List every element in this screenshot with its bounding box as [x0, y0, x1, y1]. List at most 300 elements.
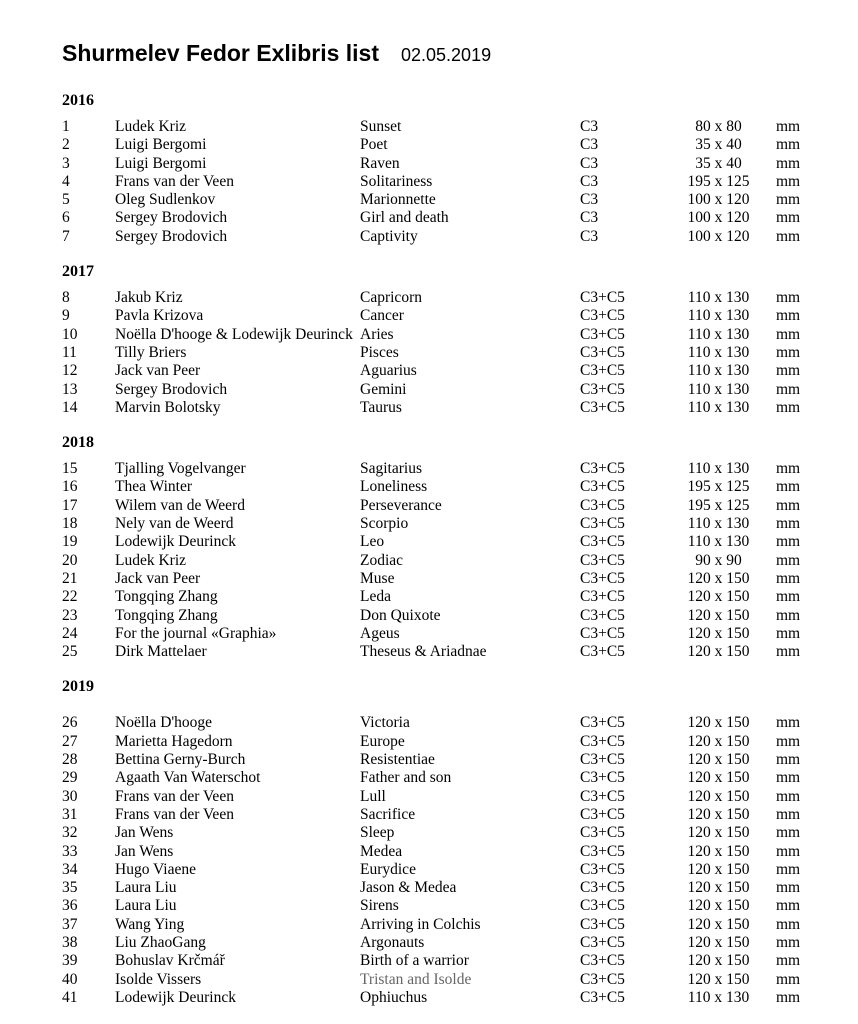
unit-label: mm — [776, 209, 801, 227]
artwork-title: Father and son — [360, 769, 452, 787]
author-name: Nely van de Weerd — [115, 515, 234, 533]
artwork-title: Argonauts — [360, 933, 425, 951]
technique-code: C3+C5 — [580, 551, 625, 569]
dimensions: 90 x 90 — [695, 551, 742, 569]
unit-label: mm — [776, 478, 801, 496]
dimensions: 110 x 130 — [687, 460, 750, 478]
artwork-title: Captivity — [360, 227, 418, 245]
unit-label: mm — [776, 118, 801, 135]
year-heading: 2019 — [62, 678, 94, 696]
unit-label: mm — [776, 227, 801, 245]
author-name: Liu ZhaoGang — [115, 933, 206, 951]
artwork-title: Ageus — [360, 624, 400, 642]
table-row — [62, 307, 858, 325]
author-name: Isolde Vissers — [115, 970, 202, 988]
dimensions: 110 x 130 — [687, 325, 750, 343]
table-row — [62, 916, 858, 934]
table-row — [62, 155, 858, 173]
row-number: 25 — [62, 643, 78, 661]
document-date: 02.05.2019 — [401, 45, 492, 65]
dimensions: 120 x 150 — [687, 751, 750, 769]
author-name: Jakub Kriz — [115, 289, 183, 307]
unit-label: mm — [776, 362, 801, 380]
row-number: 35 — [62, 879, 78, 897]
year-section — [62, 678, 858, 1007]
artwork-title: Lull — [360, 787, 386, 805]
artwork-title: Tristan and Isolde — [360, 970, 472, 988]
unit-label: mm — [776, 624, 801, 642]
artwork-title: Sirens — [360, 897, 399, 915]
unit-label: mm — [776, 307, 801, 325]
author-name: Bettina Gerny-Burch — [115, 751, 246, 769]
dimensions: 110 x 130 — [687, 289, 750, 307]
author-name: Laura Liu — [115, 879, 177, 897]
author-name: Sergey Brodovich — [115, 227, 228, 245]
table-row — [62, 824, 858, 842]
technique-code: C3+C5 — [580, 380, 625, 398]
author-name: Frans van der Veen — [115, 172, 234, 190]
technique-code: C3 — [580, 154, 599, 172]
unit-label: mm — [776, 172, 801, 190]
artwork-title: Resistentiae — [360, 751, 435, 769]
dimensions: 120 x 150 — [687, 915, 750, 933]
artwork-title: Loneliness — [360, 478, 428, 496]
table-row — [62, 460, 858, 478]
author-name: Agaath Van Waterschot — [115, 769, 261, 787]
dimensions: 35 x 40 — [695, 136, 742, 154]
author-name: Ludek Kriz — [115, 118, 187, 135]
technique-code: C3+C5 — [580, 515, 625, 533]
table-row — [62, 952, 858, 970]
artwork-title: Sunset — [360, 118, 402, 135]
row-number: 38 — [62, 933, 78, 951]
row-number: 28 — [62, 751, 78, 769]
row-number: 2 — [62, 136, 70, 154]
author-name: Wang Ying — [115, 915, 185, 933]
author-name: Oleg Sudlenkov — [115, 191, 216, 209]
author-name: Frans van der Veen — [115, 787, 234, 805]
unit-label: mm — [776, 154, 801, 172]
artwork-title: Muse — [360, 569, 395, 587]
dimensions: 110 x 130 — [687, 398, 750, 416]
unit-label: mm — [776, 915, 801, 933]
artwork-title: Gemini — [360, 380, 407, 398]
row-number: 21 — [62, 569, 78, 587]
unit-label: mm — [776, 515, 801, 533]
section-rows — [62, 460, 858, 661]
row-number: 14 — [62, 398, 78, 416]
artwork-title: Poet — [360, 136, 388, 154]
table-row — [62, 643, 858, 661]
dimensions: 120 x 150 — [687, 897, 750, 915]
author-name: Tongqing Zhang — [115, 588, 218, 606]
table-row — [62, 118, 858, 136]
technique-code: C3+C5 — [580, 824, 625, 842]
artwork-title: Solitariness — [360, 172, 433, 190]
unit-label: mm — [776, 751, 801, 769]
technique-code: C3+C5 — [580, 732, 625, 750]
technique-code: C3+C5 — [580, 787, 625, 805]
technique-code: C3+C5 — [580, 289, 625, 307]
technique-code: C3+C5 — [580, 496, 625, 514]
artwork-title: Pisces — [360, 343, 399, 361]
row-number: 9 — [62, 307, 70, 325]
author-name: Noëlla D'hooge & Lodewijk Deurinck — [115, 325, 353, 343]
author-name: Thea Winter — [115, 478, 192, 496]
unit-label: mm — [776, 860, 801, 878]
dimensions: 120 x 150 — [687, 769, 750, 787]
section-rows — [62, 118, 858, 246]
technique-code: C3+C5 — [580, 325, 625, 343]
row-number: 20 — [62, 551, 78, 569]
unit-label: mm — [776, 897, 801, 915]
dimensions: 110 x 130 — [687, 362, 750, 380]
technique-code: C3+C5 — [580, 860, 625, 878]
dimensions: 120 x 150 — [687, 787, 750, 805]
row-number: 31 — [62, 805, 78, 823]
unit-label: mm — [776, 343, 801, 361]
unit-label: mm — [776, 970, 801, 988]
technique-code: C3+C5 — [580, 988, 625, 1006]
artwork-title: Sagitarius — [360, 460, 422, 478]
table-row — [62, 515, 858, 533]
table-row — [62, 533, 858, 551]
author-name: Sergey Brodovich — [115, 380, 228, 398]
year-section — [62, 434, 858, 661]
table-row — [62, 191, 858, 209]
year-heading: 2018 — [62, 434, 94, 452]
row-number: 32 — [62, 824, 78, 842]
artwork-title: Raven — [360, 154, 400, 172]
section-rows — [62, 714, 858, 1007]
table-row — [62, 588, 858, 606]
table-row — [62, 381, 858, 399]
dimensions: 120 x 150 — [687, 860, 750, 878]
unit-label: mm — [776, 714, 801, 732]
row-number: 4 — [62, 172, 70, 190]
artwork-title: Theseus & Ariadnae — [360, 643, 487, 661]
unit-label: mm — [776, 380, 801, 398]
technique-code: C3 — [580, 118, 599, 135]
row-number: 33 — [62, 842, 78, 860]
unit-label: mm — [776, 805, 801, 823]
unit-label: mm — [776, 588, 801, 606]
row-number: 7 — [62, 227, 70, 245]
dimensions: 120 x 150 — [687, 588, 750, 606]
unit-label: mm — [776, 569, 801, 587]
technique-code: C3+C5 — [580, 952, 625, 970]
author-name: Luigi Bergomi — [115, 154, 207, 172]
row-number: 10 — [62, 325, 78, 343]
row-number: 37 — [62, 915, 78, 933]
table-row — [62, 733, 858, 751]
dimensions: 120 x 150 — [687, 732, 750, 750]
table-row — [62, 897, 858, 915]
document-header — [62, 40, 858, 66]
table-row — [62, 714, 858, 732]
table-row — [62, 209, 858, 227]
dimensions: 120 x 150 — [687, 606, 750, 624]
unit-label: mm — [776, 933, 801, 951]
artwork-title: Arriving in Colchis — [360, 915, 481, 933]
table-row — [62, 136, 858, 154]
technique-code: C3+C5 — [580, 588, 625, 606]
author-name: Jan Wens — [115, 842, 174, 860]
technique-code: C3 — [580, 172, 599, 190]
table-row — [62, 788, 858, 806]
technique-code: C3 — [580, 227, 599, 245]
author-name: Marvin Bolotsky — [115, 398, 221, 416]
table-row — [62, 326, 858, 344]
author-name: Bohuslav Krčmář — [115, 952, 225, 970]
page-title: Shurmelev Fedor Exlibris list — [62, 40, 379, 66]
dimensions: 120 x 150 — [687, 643, 750, 661]
technique-code: C3+C5 — [580, 805, 625, 823]
unit-label: mm — [776, 643, 801, 661]
table-row — [62, 607, 858, 625]
row-number: 19 — [62, 533, 78, 551]
artwork-title: Victoria — [360, 714, 410, 732]
artwork-title: Sacrifice — [360, 805, 416, 823]
artwork-title: Europe — [360, 732, 405, 750]
row-number: 17 — [62, 496, 78, 514]
technique-code: C3 — [580, 136, 599, 154]
unit-label: mm — [776, 496, 801, 514]
technique-code: C3+C5 — [580, 769, 625, 787]
exlibris-list — [62, 92, 858, 1007]
unit-label: mm — [776, 988, 801, 1006]
author-name: Lodewijk Deurinck — [115, 988, 236, 1006]
row-number: 12 — [62, 362, 78, 380]
technique-code: C3 — [580, 209, 599, 227]
row-number: 15 — [62, 460, 78, 478]
author-name: Wilem van de Weerd — [115, 496, 245, 514]
unit-label: mm — [776, 551, 801, 569]
dimensions: 120 x 150 — [687, 842, 750, 860]
dimensions: 100 x 120 — [687, 209, 750, 227]
artwork-title: Taurus — [360, 398, 402, 416]
table-row — [62, 552, 858, 570]
technique-code: C3+C5 — [580, 714, 625, 732]
artwork-title: Cancer — [360, 307, 404, 325]
table-row — [62, 625, 858, 643]
technique-code: C3+C5 — [580, 606, 625, 624]
table-row — [62, 570, 858, 588]
row-number: 6 — [62, 209, 70, 227]
artwork-title: Eurydice — [360, 860, 416, 878]
table-row — [62, 879, 858, 897]
technique-code: C3+C5 — [580, 307, 625, 325]
author-name: Dirk Mattelaer — [115, 643, 207, 661]
row-number: 27 — [62, 732, 78, 750]
unit-label: mm — [776, 952, 801, 970]
table-row — [62, 289, 858, 307]
dimensions: 120 x 150 — [687, 952, 750, 970]
dimensions: 120 x 150 — [687, 624, 750, 642]
technique-code: C3+C5 — [580, 842, 625, 860]
dimensions: 120 x 150 — [687, 933, 750, 951]
dimensions: 120 x 150 — [687, 970, 750, 988]
artwork-title: Aries — [360, 325, 394, 343]
technique-code: C3 — [580, 191, 599, 209]
row-number: 11 — [62, 343, 77, 361]
table-row — [62, 228, 858, 246]
year-section — [62, 92, 858, 246]
author-name: Jack van Peer — [115, 569, 201, 587]
author-name: Noëlla D'hooge — [115, 714, 213, 732]
artwork-title: Ophiuchus — [360, 988, 428, 1006]
dimensions: 110 x 130 — [687, 343, 750, 361]
dimensions: 120 x 150 — [687, 805, 750, 823]
row-number: 1 — [62, 118, 70, 135]
table-row — [62, 362, 858, 380]
dimensions: 100 x 120 — [687, 191, 750, 209]
author-name: Jack van Peer — [115, 362, 201, 380]
artwork-title: Marionnette — [360, 191, 436, 209]
row-number: 36 — [62, 897, 78, 915]
dimensions: 110 x 130 — [687, 533, 750, 551]
unit-label: mm — [776, 606, 801, 624]
author-name: Frans van der Veen — [115, 805, 234, 823]
dimensions: 35 x 40 — [695, 154, 742, 172]
table-row — [62, 971, 858, 989]
technique-code: C3+C5 — [580, 362, 625, 380]
unit-label: mm — [776, 191, 801, 209]
year-section — [62, 263, 858, 417]
unit-label: mm — [776, 879, 801, 897]
dimensions: 110 x 130 — [687, 380, 750, 398]
table-row — [62, 497, 858, 515]
technique-code: C3+C5 — [580, 915, 625, 933]
table-row — [62, 478, 858, 496]
technique-code: C3+C5 — [580, 643, 625, 661]
author-name: Lodewijk Deurinck — [115, 533, 236, 551]
author-name: Ludek Kriz — [115, 551, 187, 569]
technique-code: C3+C5 — [580, 478, 625, 496]
table-row — [62, 934, 858, 952]
row-number: 18 — [62, 515, 78, 533]
dimensions: 120 x 150 — [687, 879, 750, 897]
technique-code: C3+C5 — [580, 933, 625, 951]
artwork-title: Medea — [360, 842, 403, 860]
unit-label: mm — [776, 533, 801, 551]
author-name: Pavla Krizova — [115, 307, 204, 325]
artwork-title: Girl and death — [360, 209, 449, 227]
artwork-title: Don Quixote — [360, 606, 441, 624]
author-name: Jan Wens — [115, 824, 174, 842]
artwork-title: Leda — [360, 588, 391, 606]
row-number: 30 — [62, 787, 78, 805]
row-number: 8 — [62, 289, 70, 307]
technique-code: C3+C5 — [580, 970, 625, 988]
technique-code: C3+C5 — [580, 569, 625, 587]
row-number: 39 — [62, 952, 78, 970]
author-name: Tilly Briers — [115, 343, 187, 361]
dimensions: 120 x 150 — [687, 569, 750, 587]
author-name: Luigi Bergomi — [115, 136, 207, 154]
unit-label: mm — [776, 842, 801, 860]
technique-code: C3+C5 — [580, 460, 625, 478]
row-number: 22 — [62, 588, 78, 606]
year-heading: 2016 — [62, 92, 94, 109]
unit-label: mm — [776, 824, 801, 842]
author-name: For the journal «Graphia» — [115, 624, 277, 642]
dimensions: 195 x 125 — [687, 478, 750, 496]
technique-code: C3+C5 — [580, 751, 625, 769]
artwork-title: Capricorn — [360, 289, 422, 307]
artwork-title: Sleep — [360, 824, 395, 842]
row-number: 5 — [62, 191, 70, 209]
row-number: 16 — [62, 478, 78, 496]
dimensions: 100 x 120 — [687, 227, 750, 245]
row-number: 29 — [62, 769, 78, 787]
row-number: 3 — [62, 154, 70, 172]
dimensions: 110 x 130 — [687, 988, 750, 1006]
table-row — [62, 843, 858, 861]
row-number: 40 — [62, 970, 78, 988]
author-name: Laura Liu — [115, 897, 177, 915]
unit-label: mm — [776, 136, 801, 154]
dimensions: 110 x 130 — [687, 307, 750, 325]
year-heading: 2017 — [62, 263, 94, 281]
table-row — [62, 344, 858, 362]
author-name: Tjalling Vogelvanger — [115, 460, 246, 478]
artwork-title: Leo — [360, 533, 385, 551]
section-rows — [62, 289, 858, 417]
artwork-title: Perseverance — [360, 496, 442, 514]
author-name: Tongqing Zhang — [115, 606, 218, 624]
dimensions: 195 x 125 — [687, 172, 750, 190]
table-row — [62, 173, 858, 191]
technique-code: C3+C5 — [580, 533, 625, 551]
author-name: Marietta Hagedorn — [115, 732, 233, 750]
technique-code: C3+C5 — [580, 879, 625, 897]
row-number: 34 — [62, 860, 78, 878]
artwork-title: Birth of a warrior — [360, 952, 469, 970]
table-row — [62, 751, 858, 769]
technique-code: C3+C5 — [580, 398, 625, 416]
unit-label: mm — [776, 398, 801, 416]
table-row — [62, 806, 858, 824]
technique-code: C3+C5 — [580, 897, 625, 915]
artwork-title: Jason & Medea — [360, 879, 457, 897]
dimensions: 110 x 130 — [687, 515, 750, 533]
author-name: Sergey Brodovich — [115, 209, 228, 227]
artwork-title: Zodiac — [360, 551, 404, 569]
unit-label: mm — [776, 289, 801, 307]
table-row — [62, 989, 858, 1007]
unit-label: mm — [776, 460, 801, 478]
dimensions: 120 x 150 — [687, 824, 750, 842]
technique-code: C3+C5 — [580, 343, 625, 361]
row-number: 41 — [62, 988, 78, 1006]
artwork-title: Aguarius — [360, 362, 417, 380]
technique-code: C3+C5 — [580, 624, 625, 642]
row-number: 26 — [62, 714, 78, 732]
table-row — [62, 769, 858, 787]
dimensions: 195 x 125 — [687, 496, 750, 514]
table-row — [62, 861, 858, 879]
unit-label: mm — [776, 769, 801, 787]
author-name: Hugo Viaene — [115, 860, 196, 878]
row-number: 23 — [62, 606, 78, 624]
dimensions: 120 x 150 — [687, 714, 750, 732]
artwork-title: Scorpio — [360, 515, 409, 533]
row-number: 24 — [62, 624, 78, 642]
dimensions: 80 x 80 — [695, 118, 742, 135]
row-number: 13 — [62, 380, 78, 398]
table-row — [62, 399, 858, 417]
